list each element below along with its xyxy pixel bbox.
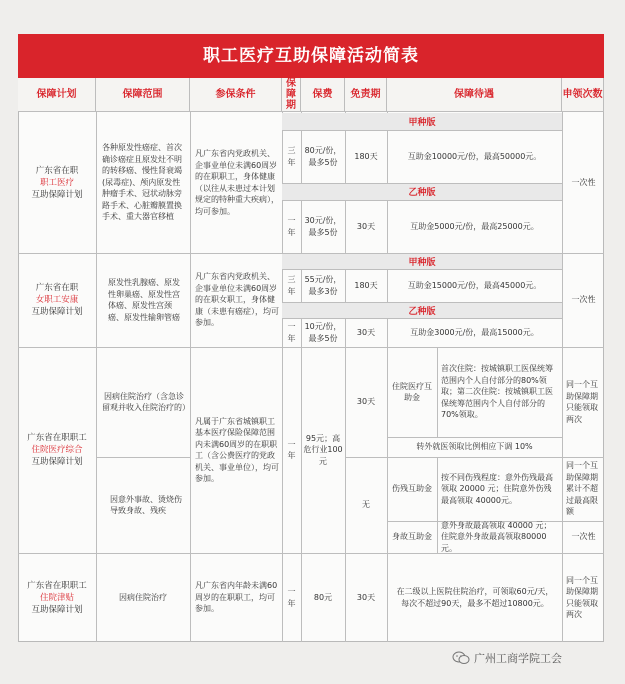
plan2-a-fee: 55元/份，最多3份 [304, 275, 342, 296]
plan4-fee: 80元 [313, 592, 333, 602]
plan3-sub-medical-text: 首次住院：按城镇职工医保统筹范围内个人自付部分的80%领取；第二次住院：按城镇职工医保统筹范围内个人自付部分的70%领取。 [441, 364, 553, 420]
plan2-scope: 原发性乳腺癌、原发性卵巢癌、原发性宫体癌、原发性宫颈癌、原发性输卵管癌 [108, 278, 180, 322]
plan2-a-benefit: 互助金15000元/份，最高45000元。 [407, 280, 542, 290]
plan1-b-benefit: 互助金5000元/份，最高25000元。 [410, 221, 539, 231]
plan3-sub-death-text: 意外身故最高领取 40000 元；住院意外身故最高领取80000元。 [441, 520, 552, 553]
plan4-exempt: 30天 [356, 592, 376, 602]
plan3-period: 一年 [287, 439, 296, 460]
plan2-a-period: 三年 [287, 275, 296, 296]
footer-watermark [452, 650, 562, 666]
header-claims: 申领次数 [562, 78, 604, 112]
plan1-name: 广东省在职 职工医疗 互助保障计划 [31, 165, 83, 200]
plan1-b-fee: 30元/份，最多5份 [304, 216, 342, 237]
plan1-a-benefit: 互助金10000元/份，最高50000元。 [407, 151, 542, 161]
plan1-scope: 各种原发性癌症、首次确诊癌症且原发灶不明的转移癌、慢性肾衰竭(尿毒症)、颅内原发性肿瘤手术、冠状动脉旁路手术、心脏瓣膜置换手术、重大器官移植 [102, 143, 182, 222]
plan1-b-period: 一年 [287, 216, 296, 237]
header-period: 保障期 [282, 78, 301, 112]
plan2-b-fee: 10元/份，最多5份 [304, 322, 342, 343]
header-condition: 参保条件 [190, 78, 282, 112]
plan3-name: 广东省在职职工 住院医疗综合 互助保障计划 [27, 433, 87, 467]
plan2-b-benefit: 互助金3000元/份，最高15000元。 [410, 327, 539, 337]
plan4-condition: 凡广东省内年龄未满60周岁的在职职工，均可参加。 [195, 581, 278, 614]
plan1-a-fee: 80元/份，最多5份 [304, 146, 342, 167]
plan2-name: 广东省在职 女职工安康 互助保障计划 [31, 283, 83, 317]
header-scope: 保障范围 [96, 78, 190, 112]
plan1-version-b-label: 乙种版 [282, 183, 562, 200]
plan3-condition: 凡属于广东省城镇职工基本医疗保险保障范围内未满60周岁的在职职工（含公费医疗的党政机关、事业单位），均可参加。 [195, 416, 279, 483]
plan3-claims-death: 一次性 [571, 532, 596, 542]
plan4-benefit: 在二级以上医院住院治疗，可领取60元/天，每次不超过90天，最多不超过10800元。 [396, 587, 554, 608]
plan4-claims: 同一个互助保障期只能领取两次 [566, 575, 598, 619]
plan3-claims-disability: 同一个互助保障期累计不超过最高限额 [566, 461, 598, 517]
plan3-sub-disability: 伤残互助金 [392, 484, 432, 494]
plan3-exempt-illness: 30天 [356, 397, 376, 407]
plan3-scope-illness: 因病住院治疗（含急诊留观并收入住院治疗的） [102, 391, 190, 412]
plan2-version-b-label: 乙种版 [282, 303, 562, 318]
footer-text: 广州工商学院工会 [474, 652, 562, 665]
plan2-version-a-label: 甲种版 [282, 254, 562, 269]
plan3-sub-death: 身故互助金 [392, 532, 432, 542]
plan1-b-exempt: 30天 [356, 221, 376, 231]
plan3-claims-medical: 同一个互助保障期只能领取两次 [566, 380, 598, 424]
page-title: 职工医疗互助保障活动简表 [18, 34, 604, 78]
plan3-fee: 95元；高危行业100元 [303, 433, 343, 466]
plan2-a-exempt: 180天 [354, 280, 378, 290]
header-exempt: 免责期 [345, 78, 387, 112]
header-fee: 保费 [301, 78, 345, 112]
plan4-period: 一年 [287, 587, 296, 608]
plan2-condition: 凡广东省内党政机关、企事业单位未满60周岁的在职女职工，身体健康（未患有癌症），均可参加。 [195, 272, 279, 328]
plan2-claims: 一次性 [571, 295, 596, 305]
plan3-exempt-accident: 无 [362, 500, 370, 510]
plan4-scope: 因病住院治疗 [119, 592, 167, 602]
plan4-name: 广东省在职职工 住院津贴 互助保障计划 [27, 580, 87, 615]
plan1-version-a-label: 甲种版 [282, 113, 562, 130]
plan1-condition: 凡广东省内党政机关、企事业单位未满60周岁的在职职工，身体健康（以往从未患过本计划规定的特种重大疾病），均可参加。 [195, 149, 279, 216]
plan1-a-period: 三年 [287, 146, 296, 167]
plan3-sub-medical: 住院医疗互助金 [392, 381, 432, 402]
plan3-sub-disability-text: 按不同伤残程度：意外伤残最高领取 20000 元；住院意外伤残最高领取 40000元。 [441, 472, 553, 505]
header-benefit: 保障待遇 [387, 78, 562, 112]
plan1-a-exempt: 180天 [354, 151, 378, 161]
plan3-transfer: 转外就医领取比例相应下调 10% [416, 442, 533, 452]
plan2-b-period: 一年 [287, 322, 296, 343]
plan3-scope-accident: 因意外事故、烫烧伤导致身故、残疾 [110, 494, 182, 515]
wechat-icon [452, 651, 470, 665]
plan2-b-exempt: 30天 [356, 327, 376, 337]
header-plan: 保障计划 [18, 78, 96, 112]
plan1-claims: 一次性 [571, 177, 596, 187]
